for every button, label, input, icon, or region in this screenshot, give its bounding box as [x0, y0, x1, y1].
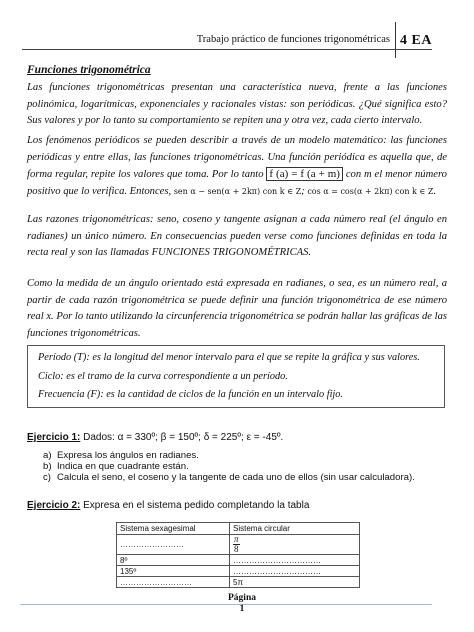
definition-cycle: Ciclo: es el tramo de la curva correspondiente a un período.	[38, 370, 288, 382]
paragraph-periodic-text-a: Los fenómenos periódicos se pueden describir a través de un modelo matemático: las funciones periódicas y entre ellas, las funciones trigonométricas. Una función periódica es aquella que, de forma regular, repite los valores que toma. Por lo tanto	[27, 135, 447, 181]
exercise-1-list	[43, 450, 415, 483]
exercise-2-heading	[27, 500, 309, 511]
header-divider	[395, 22, 396, 58]
table-row	[117, 535, 360, 555]
page-number: 1	[239, 604, 245, 614]
course-badge: 4 EA	[400, 33, 432, 48]
cell-sexagesimal-blank[interactable]: ………………………	[117, 577, 230, 588]
table-row	[117, 566, 360, 577]
footer-rule	[20, 604, 432, 605]
exercise-1-heading	[27, 432, 283, 443]
cell-sexagesimal: 135º	[117, 566, 230, 577]
list-item: b) Indica en que cuadrante están.	[43, 461, 189, 472]
page-label: Página	[228, 593, 256, 603]
column-header-sexagesimal: Sistema sexagesimal	[117, 523, 230, 535]
definition-frequency: Frecuencia (F): es la cantidad de ciclos de la función en un intervalo fijo.	[38, 389, 344, 400]
section-title: Funciones trigonométrica	[27, 64, 151, 76]
cell-circular: 5π	[230, 577, 360, 588]
cell-circular-fraction	[230, 535, 360, 555]
definitions-box	[27, 345, 445, 408]
exercise-2-label: Ejercicio 2:	[27, 500, 81, 511]
exercise-2-statement: Expresa en el sistema pedido completando la tabla	[80, 500, 310, 511]
column-header-circular: Sistema circular	[230, 523, 360, 535]
cell-circular-blank[interactable]: ……………………………	[230, 555, 360, 566]
list-item: a) Expresa los ángulos en radianes.	[43, 450, 199, 461]
document-header-title: Trabajo práctico de funciones trigonométricas	[196, 34, 390, 45]
exercise-1-statement: Dados: α = 330º; β = 150º; δ = 225º; ε = -45º.	[80, 432, 284, 443]
header-rule	[22, 49, 432, 50]
page-footer	[228, 593, 256, 615]
cosine-period-formula: cos α = cos(α + 2kπ) con k ∈ Z	[307, 186, 434, 196]
cell-sexagesimal: 8º	[117, 555, 230, 566]
table-row	[117, 555, 360, 566]
pi-over-eight-fraction: $\frac{\pi}{8}$	[234, 534, 239, 554]
paragraph-intro: Las funciones trigonométricas presentan una característica nueva, frente a las funciones polinómica, logarítmicas, exponenciales y racionales vistas: son periódicas. ¿Qué significa esto? Sus valores y por lo tanto su comportamiento se repiten una y otra vez, cada cierto intervalo.	[27, 82, 447, 127]
table-header-row	[117, 523, 360, 535]
cell-circular-blank[interactable]: ……………………………	[230, 566, 360, 577]
cell-sexagesimal-blank[interactable]: ……………………	[117, 535, 230, 555]
conversion-table	[116, 522, 360, 588]
definition-period: Período (T): es la longitud del menor intervalo para el que se repite la gráfica y sus valores.	[38, 352, 420, 363]
exercise-1-label: Ejercicio 1:	[27, 432, 81, 443]
paragraph-periodic: Los fenómenos periódicos se pueden describir a través de un modelo matemático: las funciones periódicas y entre ellas, las funciones trigonométricas. Una función periódica es aquella que, de forma regular, repite los valores que toma. Por lo tanto f (a) = f (a + m) con m el menor número positivo que lo verifica. Entonces, sen α − sen(α + 2kπ) con k ∈ Z; cos α = cos(α + 2kπ) con k ∈ Z.	[27, 135, 447, 197]
paragraph-radians: Como la medida de un ángulo orientado está expresada en radianes, o sea, es un número real, a partir de cada razón trigonométrica se puede definir una función trigonométrica de ese número real x. Por lo tanto utilizando la circunferencia trigonométrica se podrán hallar las gráficas de las funciones trigonométricas.	[27, 278, 447, 339]
periodicity-formula: f (a) = f (a + m)	[266, 167, 343, 181]
paragraph-periodic-text-b: con m el menor número positivo que lo verifica. Entonces,	[27, 169, 447, 197]
sine-period-formula: sen α − sen(α + 2kπ) con k ∈ Z	[173, 186, 302, 196]
paragraph-trig-ratios: Las razones trigonométricas: seno, coseno y tangente asignan a cada número real (el ángulo en radianes) un único número. En consecuencias pueden verse como funciones definidas en toda la recta real y son las llamadas FUNCIONES TRIGONOMÉTRICAS.	[27, 214, 447, 259]
table-row	[117, 577, 360, 588]
list-item: c) Calcula el seno, el coseno y la tangente de cada uno de ellos (sin usar calculadora).	[43, 472, 415, 483]
